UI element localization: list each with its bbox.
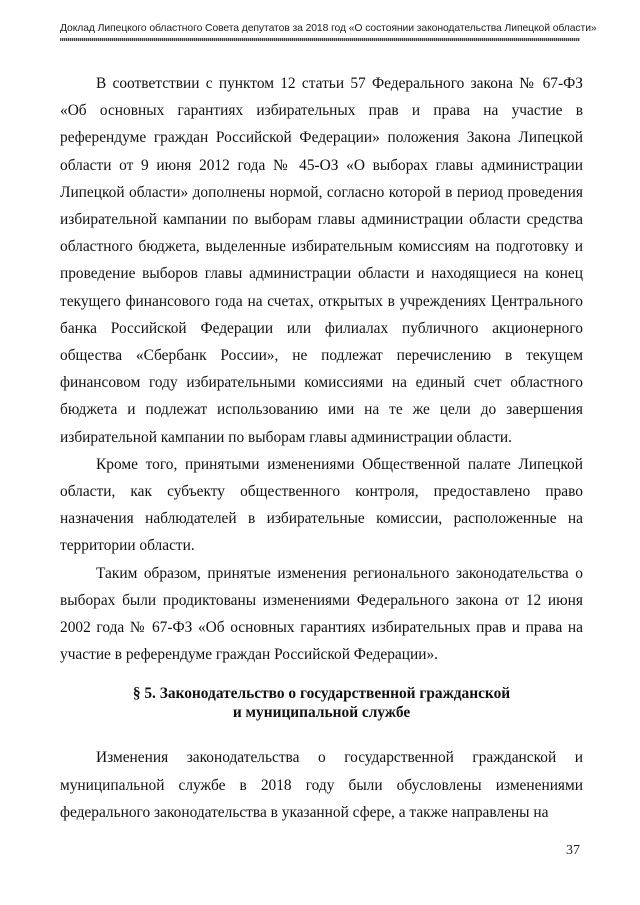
section-heading-line-2: и муниципальной службе (232, 704, 411, 722)
section-heading (60, 684, 583, 722)
header-rule (60, 38, 580, 41)
paragraph-conclusion: Таким образом, принятые изменения регионального законодательства о выборах были продиктованы изменениями Федерального закона от 12 июня 2002 года № 67-ФЗ «Об основных гарантиях избирательных прав и права на участие в референдуме граждан Российской Федерации». (60, 564, 583, 664)
paragraph-civil-service: Изменения законодательства о государственной гражданской и муниципальной службе в 2018 году были обусловлены изменениями федерального законодательства в указанной сфере, а также направлены на (60, 749, 583, 821)
page-number: 37 (566, 843, 580, 858)
section-heading-line-1: § 5. Законодательство о государственной гражданской (132, 685, 511, 703)
body-text (60, 70, 583, 826)
paragraph-electoral-funds: В соответствии с пунктом 12 статьи 57 Федерального закона № 67-ФЗ «Об основных гарантиях избирательных прав и права на участие в референдуме граждан Российской Федерации» положения Закона Липецкой области от 9 июня 2012 года № 45-ОЗ «О выборах главы администрации Липецкой области» дополнены нормой, согласно которой в период проведения избирательной кампании по выборам главы администрации области средства областного бюджета, выделенные избирательным комиссиям на подготовку и проведение выборов главы администрации области и находящиеся на конец текущего финансового года на счетах, открытых в учреждениях Центрального банка Российской Федерации или филиалах публичного акционерного общества «Сбербанк России», не подлежат перечислению в текущем финансовом году избирательными комиссиями на единый счет областного бюджета и подлежат использованию ими на те же цели до завершения избирательной кампании по выборам главы администрации области. (60, 75, 583, 446)
running-header: Доклад Липецкого областного Совета депутатов за 2018 год «О состоянии законодательства Липецкой области» (60, 23, 597, 34)
paragraph-public-chamber: Кроме того, принятыми изменениями Общественной палате Липецкой области, как субъекту общественного контроля, предоставлено право назначения наблюдателей в избирательные комиссии, расположенные на территории области. (60, 455, 583, 555)
